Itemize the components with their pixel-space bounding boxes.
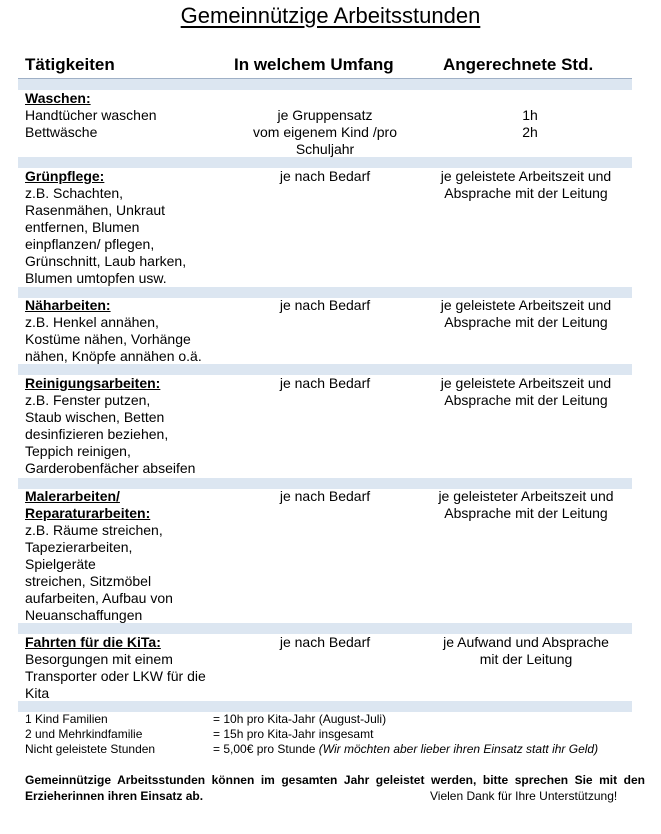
activity-text: Transporter oder LKW für die: [25, 668, 206, 684]
hours-text: je Aufwand und Absprache: [443, 634, 609, 650]
activity-text: nähen, Knöpfe annähen o.ä.: [25, 348, 202, 364]
footer-thanks: Vielen Dank für Ihre Unterstützung!: [430, 789, 618, 803]
activity-text: z.B. Schachten,: [25, 185, 124, 201]
column-header-activities: Tätigkeiten: [25, 55, 115, 74]
scope-cell: je nach Bedarf: [279, 168, 371, 184]
column-header-hours: Angerechnete Std.: [443, 55, 594, 74]
rule-value: = 15h pro Kita-Jahr insgesamt: [213, 727, 374, 741]
activity-text: Besorgungen mit einem: [25, 651, 173, 667]
hours-cell: [420, 168, 632, 202]
hours-text: je geleistete Arbeitszeit und: [440, 168, 612, 184]
row-separator: [18, 364, 632, 375]
rule-note: (Wir möchten aber lieber ihren Einsatz statt ihr Geld): [318, 742, 599, 756]
activity-text: Tapezierarbeiten,: [25, 539, 133, 555]
hours-text: Absprache mit der Leitung: [444, 505, 608, 521]
hours-text: mit der Leitung: [479, 651, 573, 667]
hours-text: je geleistete Arbeitszeit und: [440, 375, 612, 391]
row-separator: [18, 623, 632, 634]
category-title: Näharbeiten:: [25, 297, 111, 313]
activity-text: desinfizieren beziehen,: [25, 426, 169, 442]
scope-cell: je nach Bedarf: [279, 634, 371, 650]
hours-cell: [420, 375, 632, 409]
activity-text: Kostüme nähen, Vorhänge: [25, 331, 191, 347]
activity-text: streichen, Sitzmöbel: [25, 573, 152, 589]
activity-text: Kita: [25, 685, 50, 701]
activity-text: z.B. Henkel annähen,: [25, 314, 159, 330]
rule-label: 1 Kind Familien: [25, 712, 108, 726]
activity-text: z.B. Fenster putzen,: [25, 392, 151, 408]
scope-cell: je nach Bedarf: [279, 375, 371, 391]
row-separator: [18, 701, 632, 712]
activity-cell: [25, 488, 240, 624]
category-title: Waschen:: [25, 90, 91, 106]
activity-text: Neuanschaffungen: [25, 607, 143, 623]
hours-cell: [420, 634, 632, 668]
activity-text: entfernen, Blumen: [25, 219, 140, 235]
footer: [25, 772, 645, 804]
activity-text: Rasenmähen, Unkraut: [25, 202, 166, 218]
hours-text: 1h: [522, 107, 538, 123]
rule-label: Nicht geleistete Stunden: [25, 742, 156, 756]
category-title: Reinigungsarbeiten:: [25, 375, 161, 391]
scope-cell: [225, 107, 425, 158]
activity-text: Bettwäsche: [25, 124, 98, 140]
activity-text: einpflanzen/ pflegen,: [25, 236, 155, 252]
category-title: Reparaturarbeiten:: [25, 505, 151, 521]
scope-cell: je nach Bedarf: [279, 488, 371, 504]
column-header-scope: In welchem Umfang: [234, 55, 394, 74]
activity-text: Grünschnitt, Laub harken,: [25, 253, 187, 269]
hours-text: je geleistete Arbeitszeit und: [440, 297, 612, 313]
hours-text: Absprache mit der Leitung: [444, 185, 608, 201]
row-separator: [18, 79, 632, 90]
activity-cell: [25, 90, 240, 141]
hours-text: je geleisteter Arbeitszeit und: [438, 488, 614, 504]
activity-text: Handtücher waschen: [25, 107, 157, 123]
hours-text: 2h: [522, 124, 538, 140]
category-title: Fahrten für die KiTa:: [25, 634, 161, 650]
activity-text: Garderobenfächer abseifen: [25, 460, 196, 476]
footer-notice: Gemeinnützige Arbeitsstunden können im gesamten Jahr geleistet werden, bitte sprechen Sie mit den Erzieherinnen ihren Einsatz ab.: [25, 773, 645, 803]
document-title-text: Gemeinnützige Arbeitsstunden: [180, 3, 481, 28]
hours-cell: [430, 107, 630, 141]
activity-cell: [25, 297, 240, 365]
activity-text: Teppich reinigen,: [25, 443, 131, 459]
activity-text: Blumen umtopfen usw.: [25, 270, 167, 286]
activity-text: z.B. Räume streichen,: [25, 522, 163, 538]
scope-text: je Gruppensatz: [277, 107, 373, 123]
activity-cell: [25, 375, 240, 477]
rule-value: = 5,00€ pro Stunde: [213, 742, 319, 756]
hours-cell: [420, 297, 632, 331]
activity-cell: [25, 634, 240, 702]
scope-cell: je nach Bedarf: [279, 297, 371, 313]
activity-text: Staub wischen, Betten: [25, 409, 165, 425]
category-title: Malerarbeiten/: [25, 488, 120, 504]
category-title: Grünpflege:: [25, 168, 105, 184]
rule-value-wrapper: [213, 742, 598, 757]
scope-text: vom eigenem Kind /pro Schuljahr: [253, 124, 397, 157]
rule-value: = 10h pro Kita-Jahr (August-Juli): [213, 712, 387, 726]
document-title: [0, 2, 661, 30]
activity-text: Spielgeräte: [25, 556, 96, 572]
row-separator: [18, 157, 632, 168]
activity-text: aufarbeiten, Aufbau von: [25, 590, 173, 606]
hours-text: Absprache mit der Leitung: [444, 314, 608, 330]
rule-label: 2 und Mehrkindfamilie: [25, 727, 143, 741]
hours-text: Absprache mit der Leitung: [444, 392, 608, 408]
hours-cell: [420, 488, 632, 522]
activity-cell: [25, 168, 240, 287]
